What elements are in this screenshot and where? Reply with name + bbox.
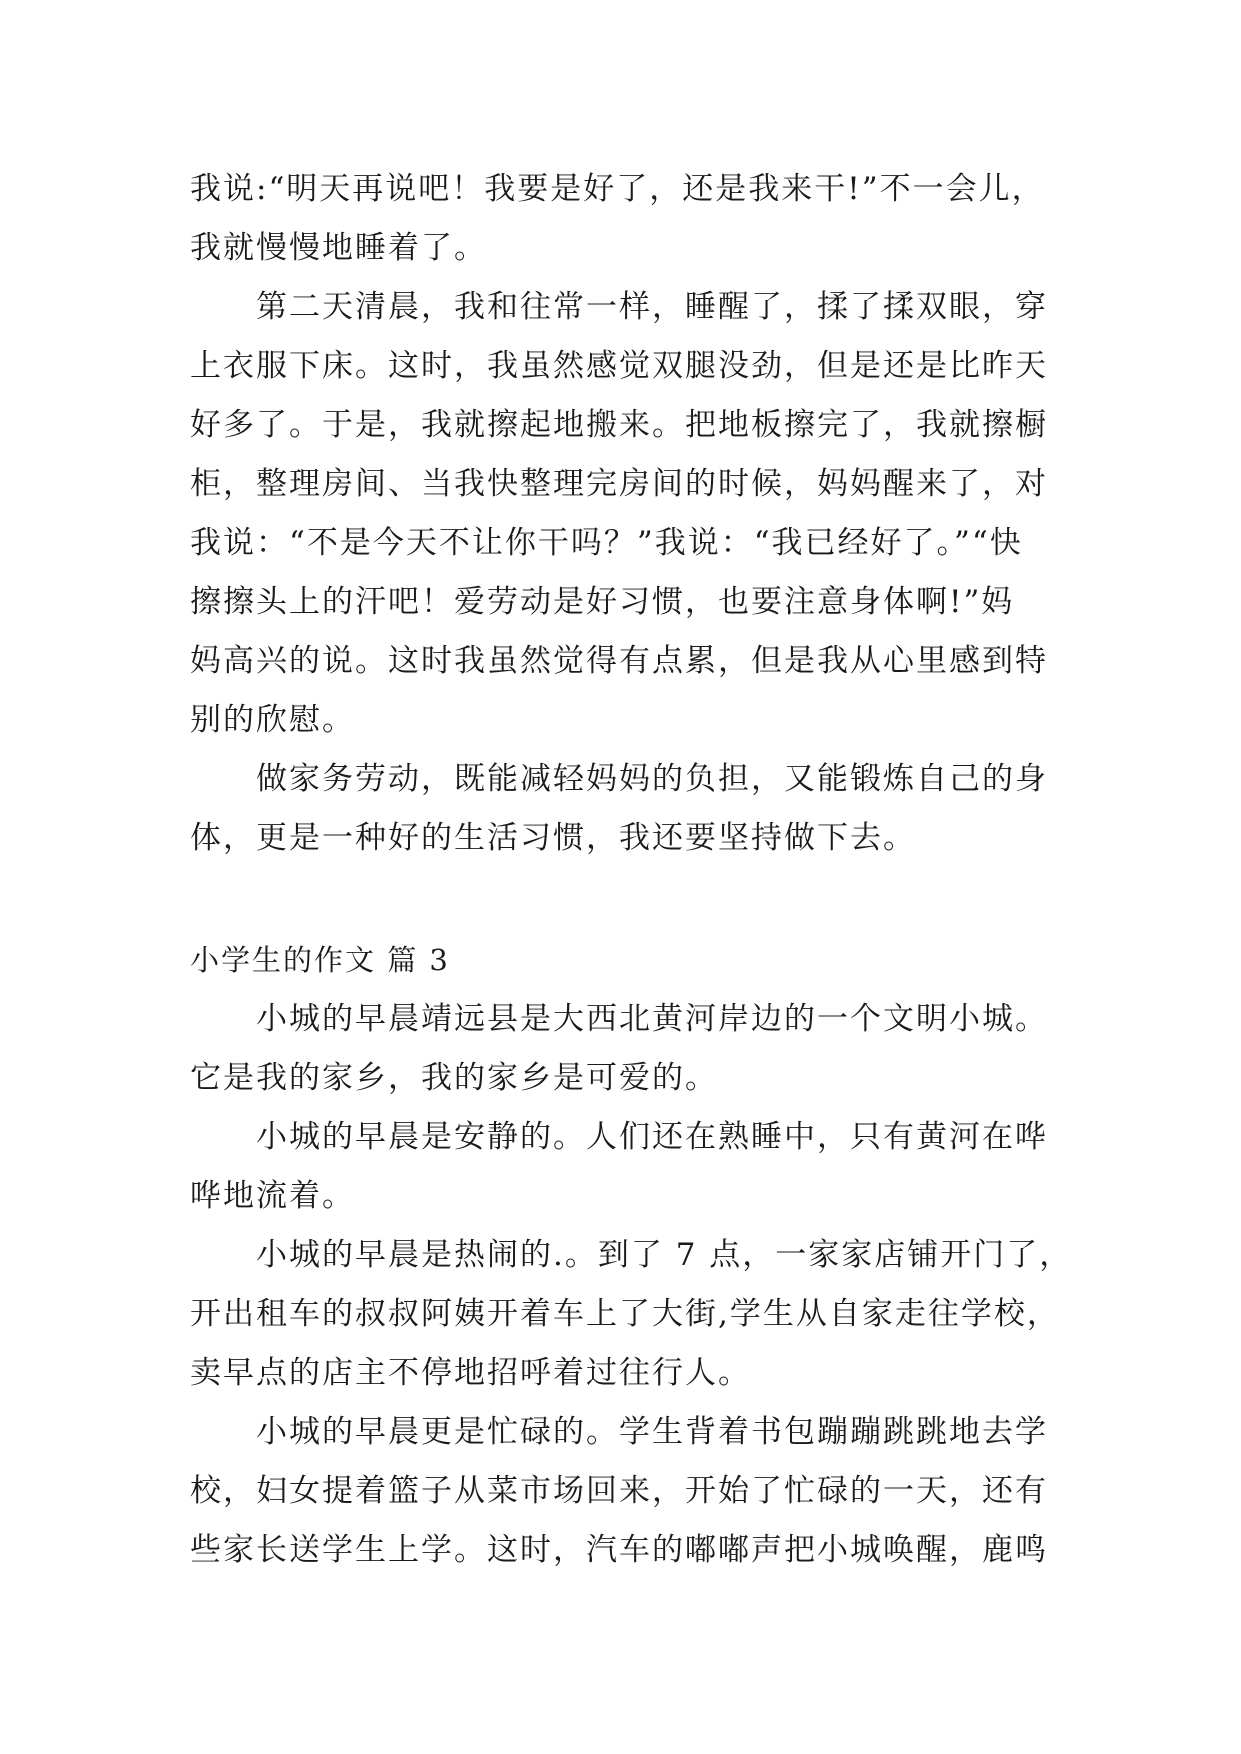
- text-line: 开出租车的叔叔阿姨开着车上了大街,学生从自家走往学校，: [190, 1296, 1060, 1332]
- paragraph-3: [190, 750, 1080, 868]
- paragraph-6: [190, 1226, 1080, 1403]
- text-line: 别的欣慰。: [190, 702, 355, 738]
- text-line: 擦擦头上的汗吧！爱劳动是好习惯，也要注意身体啊!”妈: [190, 584, 1015, 620]
- paragraph-7: [190, 1403, 1080, 1580]
- document-body: [190, 160, 1080, 1580]
- text-line: 妈高兴的说。这时我虽然觉得有点累，但是我从心里感到特: [190, 643, 1048, 679]
- text-line: 些家长送学生上学。这时，汽车的嘟嘟声把小城唤醒，鹿鸣: [190, 1532, 1048, 1568]
- text-line: 我说:“明天再说吧！我要是好了，还是我来干!”不一会儿，: [190, 171, 1045, 207]
- text-line: 第二天清晨，我和往常一样，睡醒了，揉了揉双眼，穿: [190, 289, 1048, 325]
- text-line: 卖早点的店主不停地招呼着过往行人。: [190, 1355, 751, 1391]
- text-line: 体，更是一种好的生活习惯，我还要坚持做下去。: [190, 820, 916, 856]
- text-line: 小城的早晨是安静的。人们还在熟睡中，只有黄河在哗: [190, 1119, 1048, 1155]
- text-line: 我说：“不是今天不让你干吗？”我说：“我已经好了。”“快: [190, 525, 1023, 561]
- text-line: 校，妇女提着篮子从菜市场回来，开始了忙碌的一天，还有: [190, 1473, 1048, 1509]
- paragraph-5: [190, 1108, 1080, 1226]
- text-line: 上衣服下床。这时，我虽然感觉双腿没劲，但是还是比昨天: [190, 348, 1048, 384]
- text-line: 好多了。于是，我就擦起地搬来。把地板擦完了，我就擦橱: [190, 407, 1048, 443]
- text-line: 我就慢慢地睡着了。: [190, 230, 487, 266]
- text-line: 小城的早晨是热闹的.。到了 7 点，一家家店铺开门了，: [190, 1237, 1073, 1273]
- paragraph-4: [190, 990, 1080, 1108]
- text-line: 做家务劳动，既能减轻妈妈的负担，又能锻炼自己的身: [190, 761, 1048, 797]
- section-spacer: [190, 868, 1080, 931]
- paragraph-2: [190, 278, 1080, 750]
- text-line: 小城的早晨靖远县是大西北黄河岸边的一个文明小城。: [190, 1001, 1048, 1037]
- section-heading: 小学生的作文 篇 3: [190, 943, 450, 977]
- text-line: 柜，整理房间、当我快整理完房间的时候，妈妈醒来了，对: [190, 466, 1048, 502]
- text-line: 小城的早晨更是忙碌的。学生背着书包蹦蹦跳跳地去学: [190, 1414, 1048, 1450]
- text-line: 哗地流着。: [190, 1178, 355, 1214]
- paragraph-1: [190, 160, 1080, 278]
- text-line: 它是我的家乡，我的家乡是可爱的。: [190, 1060, 718, 1096]
